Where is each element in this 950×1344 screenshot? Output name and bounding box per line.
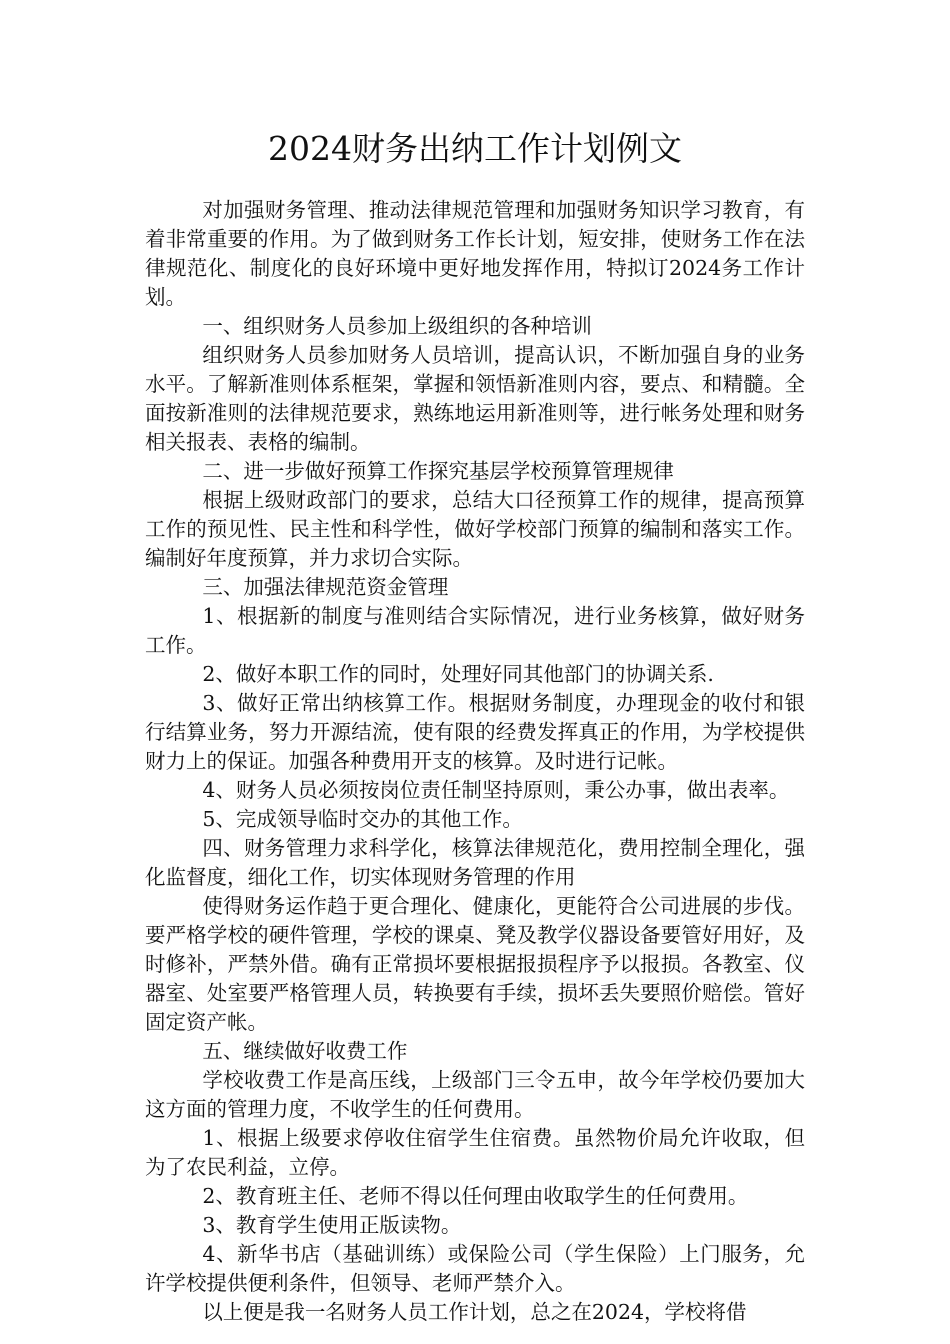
section-heading: 五、继续做好收费工作	[202, 1039, 408, 1063]
paragraph: 以上便是我一名财务人员工作计划，总之在2024，学校将借	[202, 1300, 747, 1324]
section-heading: 一、组织财务人员参加上级组织的各种培训	[202, 314, 592, 338]
list-item: 4、财务人员必须按岗位责任制坚持原则，秉公办事，做出表率。	[202, 778, 790, 802]
list-item: 1、根据上级要求停收住宿学生住宿费。虽然物价局允许收取，但为了农民利益，立停。	[145, 1126, 805, 1179]
paragraph: 使得财务运作趋于更合理化、健康化，更能符合公司进展的步伐。要严格学校的硬件管理，学校的课桌、凳及教学仪器设备要管好用好，及时修补，严禁外借。确有正常损坏要根据报损程序予以报损。各教室、仪器室、处室要严格管理人员，转换要有手续，损坏丢失要照价赔偿。管好固定资产帐。	[145, 894, 805, 1034]
list-item: 4、新华书店（基础训练）或保险公司（学生保险）上门服务，允许学校提供便利条件，但领导、老师严禁介入。	[145, 1242, 805, 1295]
list-item: 2、做好本职工作的同时，处理好同其他部门的协调关系.	[202, 662, 714, 686]
list-item: 3、做好正常出纳核算工作。根据财务制度，办理现金的收付和银行结算业务，努力开源结流，使有限的经费发挥真正的作用，为学校提供财力上的保证。加强各种费用开支的核算。及时进行记帐。	[145, 691, 805, 773]
paragraph: 组织财务人员参加财务人员培训，提高认识，不断加强自身的业务水平。了解新准则体系框架，掌握和领悟新准则内容，要点、和精髓。全面按新准则的法律规范要求，熟练地运用新准则等，进行帐务处理和财务相关报表、表格的编制。	[145, 343, 805, 454]
paragraph: 根据上级财政部门的要求，总结大口径预算工作的规律，提高预算工作的预见性、民主性和科学性，做好学校部门预算的编制和落实工作。编制好年度预算，并力求切合实际。	[145, 488, 805, 570]
section-heading: 三、加强法律规范资金管理	[202, 575, 449, 599]
document-body	[145, 196, 805, 1327]
list-item: 1、根据新的制度与准则结合实际情况，进行业务核算，做好财务工作。	[145, 604, 805, 657]
list-item: 5、完成领导临时交办的其他工作。	[202, 807, 523, 831]
list-item: 3、教育学生使用正版读物。	[202, 1213, 462, 1237]
section-heading: 四、财务管理力求科学化，核算法律规范化，费用控制全理化，强化监督度，细化工作，切实体现财务管理的作用	[145, 836, 805, 889]
list-item: 2、教育班主任、老师不得以任何理由收取学生的任何费用。	[202, 1184, 749, 1208]
section-heading: 二、进一步做好预算工作探究基层学校预算管理规律	[202, 459, 674, 483]
document-title: 2024财务出纳工作计划例文	[268, 129, 682, 168]
paragraph: 对加强财务管理、推动法律规范管理和加强财务知识学习教育，有着非常重要的作用。为了做到财务工作长计划，短安排，使财务工作在法律规范化、制度化的良好环境中更好地发挥作用，特拟订2024务工作计划。	[145, 198, 805, 309]
paragraph: 学校收费工作是高压线，上级部门三令五申，故今年学校仍要加大这方面的管理力度，不收学生的任何费用。	[145, 1068, 805, 1121]
